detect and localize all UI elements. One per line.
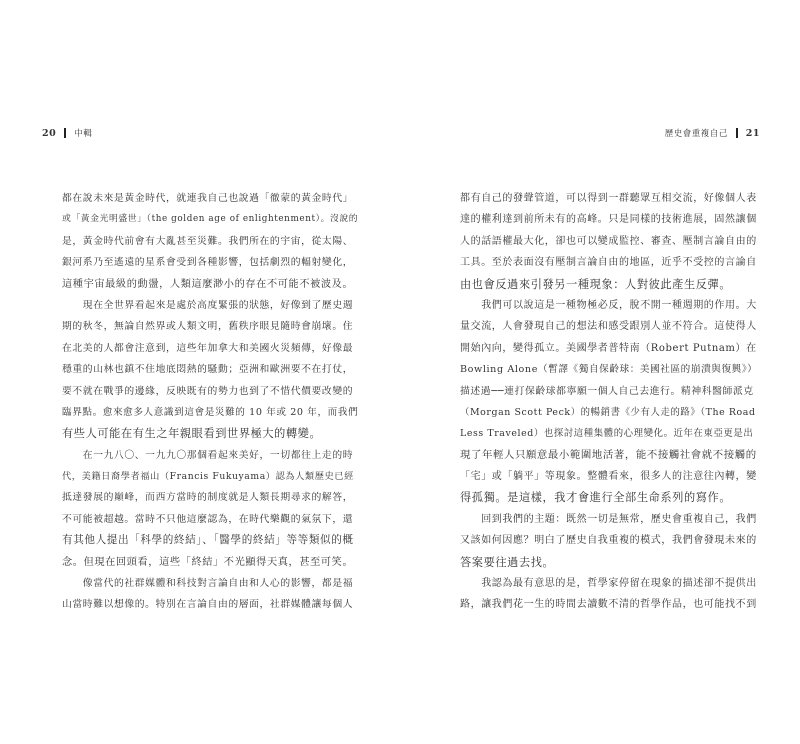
right-running-head [665,127,760,139]
text-line: 回到我們的主題：既然一切是無常，歷史會重複自己，我們 [460,513,757,525]
text-line: 這種宇宙最級的動盪，人類這麼渺小的存在不可能不被波及。 [62,278,354,290]
text-line: Bowling Alone（暫譯《獨自保齡球：美國社區的崩潰與復興》） [460,364,758,376]
text-line: Less Traveled）也探討這種集體的心理變化。近年在東亞更是出 [460,428,754,440]
text-line: 有其他人提出「科學的終結」、「醫學的終結」等等類似的概 [62,534,354,547]
running-head-separator [64,128,66,138]
text-line: 都在說未來是黃金時代，就連我自己也說過「徹蒙的黃金時代」 [62,193,354,204]
right-page [400,0,800,744]
text-line: 或「黃金光明盛世」（the golden age of enlightenment）。沒說的 [62,214,358,225]
text-line: 臨界點。愈來愈多人意識到這會是災難的 10 年或 20 年，而我們 [62,406,358,418]
text-line: （Morgan Scott Peck）的暢銷書《少有人走的路》（The Road [460,406,756,418]
text-line: 有些人可能在有生之年親眼看到世界極大的轉變。 [62,427,322,441]
text-line: 是，黃金時代前會有大亂甚至災難。我們所在的宇宙，從太陽、 [62,235,354,247]
text-line: 像當代的社群媒體和科技對言論自由和人心的影響，都是福 [62,578,354,590]
text-line: 由也會反過來引發另一種現象：人對彼此產生反彈。 [460,277,732,291]
text-line: 描述過──連打保齡球都寧願一個人自己去進行。精神科醫師派克 [460,385,754,397]
text-line: 抵達發展的巔峰，而西方當時的制度就是人類長期尋求的解答， [62,492,354,504]
text-line: 都有自己的發聲管道，可以得到一群聽眾互相交流，好像個人表 [460,193,757,204]
text-line: 代，美籍日裔學者福山（Francis Fukuyama）認為人類歷史已經 [62,471,354,483]
right-body-text [460,188,758,616]
left-running-title: 中輯 [74,129,93,139]
text-line: 在北美的人都會注意到，這些年加拿大和美國火災頻傳，好像最 [62,342,354,354]
text-line: 答案要往過去找。 [460,555,555,569]
text-line: 得孤獨。是這樣，我才會進行全部生命系列的寫作。 [460,491,732,505]
text-line: 現在全世界看起來是處於高度緊張的狀態，好像到了歷史週 [62,299,354,311]
running-head-separator [736,128,738,138]
text-line: 又該如何因應？明白了歷史自我重複的模式，我們會發現未來的 [460,535,757,547]
text-line: 我認為最有意思的是，哲學家停留在現象的描述卻不提供出 [460,578,757,590]
text-line: 在一九八〇、一九九〇那個看起來美好，一切都往上走的時 [62,449,354,461]
text-line: 山當時難以想像的。特別在言論自由的層面，社群媒體讓每個人 [62,599,354,611]
text-line: 念。但現在回頭看，這些「終結」不光顯得天真，甚至可笑。 [62,556,354,568]
text-line: 不可能被超越。當時不只他這麼認為，在時代樂觀的氣氛下，還 [62,513,354,525]
left-body-text [62,188,358,616]
text-line: 期的秋冬，無論自然界或人類文明，舊秩序眼見隨時會崩壞。住 [62,321,354,333]
text-line: 要不就在戰爭的邊緣，反映既有的勢力也到了不惜代價要改變的 [62,385,354,397]
left-running-head [42,127,92,139]
text-line: 工具。至於表面沒有壓制言論自由的地區，近乎不受控的言論自 [460,257,757,269]
right-running-title: 歷史會重複自己 [664,129,728,139]
text-line: 我們可以說這是一種物極必反，脫不開一種週期的作用。大 [460,299,757,311]
text-line: 開始內向，變得孤立。美國學者普特南（Robert Putnam）在 [460,342,757,354]
text-line: 量交流，人會發現自己的想法和感受跟別人並不符合。這使得人 [460,321,757,333]
text-line: 銀河系乃至遙遠的星系會受到各種影響，包括劇烈的輻射變化， [62,257,354,269]
text-line: 達的權利達到前所未有的高峰。只是同樣的技術進展，固然讓個 [460,214,757,226]
text-line: 路，讓我們花一生的時間去讀數不清的哲學作品，也可能找不到 [460,599,757,611]
text-line: 穩重的山林也鎮不住地底悶熱的騷動；亞洲和歐洲要不在打仗， [62,364,354,376]
text-line: 人的話語權最大化，卻也可以變成監控、審查、壓制言論自由的 [460,235,757,247]
right-page-number: 21 [745,127,760,139]
text-line: 現了年輕人只願意最小範圍地活著，能不接觸社會就不接觸的 [460,448,757,461]
text-line: 「宅」或「躺平」等現象。整體看來，很多人的注意往內轉，變 [460,471,757,483]
left-page-number: 20 [42,127,57,139]
